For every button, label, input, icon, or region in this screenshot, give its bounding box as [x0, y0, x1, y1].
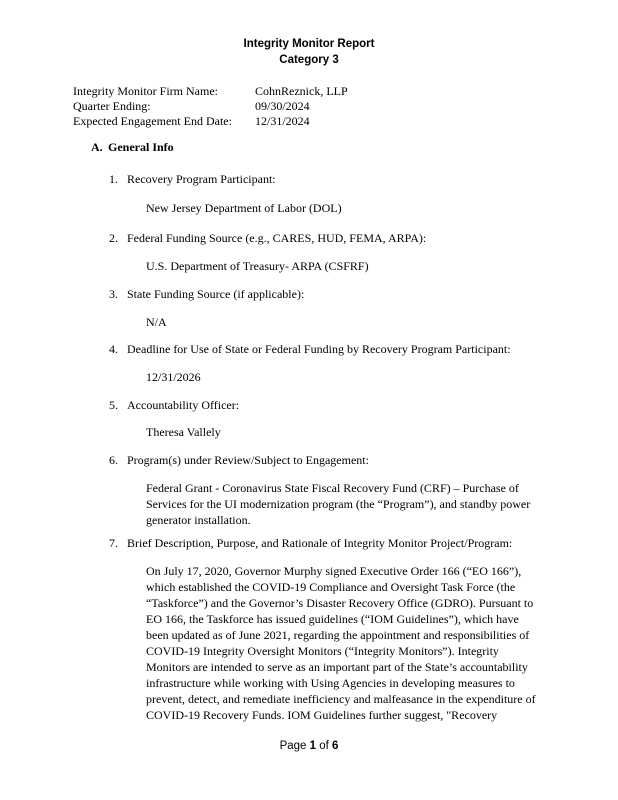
- question-text: Program(s) under Review/Subject to Engagement:: [127, 453, 369, 467]
- question-number: 6.: [109, 453, 118, 467]
- answer-line: New Jersey Department of Labor (DOL): [146, 201, 342, 215]
- meta-row-end-date: [73, 114, 348, 129]
- question-item-3: [109, 287, 304, 302]
- question-number: 4.: [109, 342, 118, 356]
- of-word: of: [319, 740, 329, 752]
- answer-line: 12/31/2026: [146, 370, 201, 384]
- question-text: Federal Funding Source (e.g., CARES, HUD, FEMA, ARPA):: [127, 231, 427, 245]
- question-text: Accountability Officer:: [127, 398, 240, 412]
- meta-value: 09/30/2024: [255, 99, 310, 113]
- question-text: Deadline for Use of State or Federal Funding by Recovery Program Participant:: [127, 342, 511, 356]
- meta-label: Integrity Monitor Firm Name:: [73, 84, 218, 98]
- answer-line: prevent, detect, and remediate inefficiency and malfeasance in the expenditure of: [146, 692, 536, 706]
- meta-value: 12/31/2024: [255, 114, 310, 128]
- question-item-2: [109, 231, 426, 246]
- answer-4: [146, 369, 556, 385]
- question-number: 5.: [109, 398, 118, 412]
- report-title: Integrity Monitor Report: [243, 38, 375, 50]
- meta-label: Quarter Ending:: [73, 99, 151, 113]
- answer-line: Theresa Vallely: [146, 425, 221, 439]
- answer-line: generator installation.: [146, 513, 251, 527]
- page-total: 6: [332, 740, 339, 752]
- question-number: 1.: [109, 172, 118, 186]
- answer-line: U.S. Department of Treasury- ARPA (CSFRF): [146, 259, 369, 273]
- answer-line: COVID-19 Integrity Oversight Monitors (“Integrity Monitors”). Integrity: [146, 644, 499, 658]
- answer-line: COVID-19 Recovery Funds. IOM Guidelines further suggest, "Recovery: [146, 708, 498, 722]
- answer-line: infrastructure while working with Using Agencies in developing measures to: [146, 676, 515, 690]
- question-item-6: [109, 453, 369, 468]
- question-text: Recovery Program Participant:: [127, 172, 276, 186]
- answer-line: Services for the UI modernization program (the “Program”), and standby power: [146, 497, 531, 511]
- answer-line: which established the COVID-19 Compliance and Oversight Task Force (the: [146, 580, 516, 594]
- page-footer: [0, 740, 618, 752]
- meta-block: [73, 84, 348, 129]
- question-item-7: [109, 536, 512, 551]
- section-heading: [91, 140, 174, 155]
- answer-6: [146, 480, 556, 528]
- answer-5: [146, 424, 556, 440]
- answer-2: [146, 258, 556, 274]
- answer-line: “Taskforce”) and the Governor’s Disaster Recovery Office (GDRO). Pursuant to: [146, 596, 534, 610]
- answer-line: EO 166, the Taskforce has issued guidelines (“IOM Guidelines”), which have: [146, 612, 519, 626]
- answer-line: N/A: [146, 315, 167, 329]
- meta-label: Expected Engagement End Date:: [73, 114, 232, 128]
- question-text: Brief Description, Purpose, and Rationale of Integrity Monitor Project/Program:: [127, 536, 513, 550]
- question-text: State Funding Source (if applicable):: [127, 287, 305, 301]
- page-number: 1: [309, 740, 317, 752]
- question-number: 2.: [109, 231, 118, 245]
- answer-line: Monitors are intended to serve as an important part of the State’s accountability: [146, 660, 528, 674]
- section-title: General Info: [108, 140, 174, 154]
- question-number: 3.: [109, 287, 118, 301]
- question-item-1: [109, 172, 276, 187]
- answer-7: [146, 563, 556, 723]
- meta-row-firm: [73, 84, 348, 99]
- section-letter: A.: [91, 140, 103, 154]
- meta-row-quarter: [73, 99, 348, 114]
- answer-line: been updated as of June 2021, regarding the appointment and responsibilities of: [146, 628, 530, 642]
- answer-line: Federal Grant - Coronavirus State Fiscal Recovery Fund (CRF) – Purchase of: [146, 481, 519, 495]
- page-word: Page: [279, 740, 307, 752]
- meta-value: CohnReznick, LLP: [255, 84, 348, 98]
- report-subtitle: Category 3: [279, 54, 339, 66]
- question-item-4: [109, 342, 511, 357]
- answer-3: [146, 314, 556, 330]
- answer-1: [146, 200, 556, 216]
- question-number: 7.: [109, 536, 118, 550]
- question-item-5: [109, 398, 239, 413]
- answer-line: On July 17, 2020, Governor Murphy signed Executive Order 166 (“EO 166”),: [146, 564, 522, 578]
